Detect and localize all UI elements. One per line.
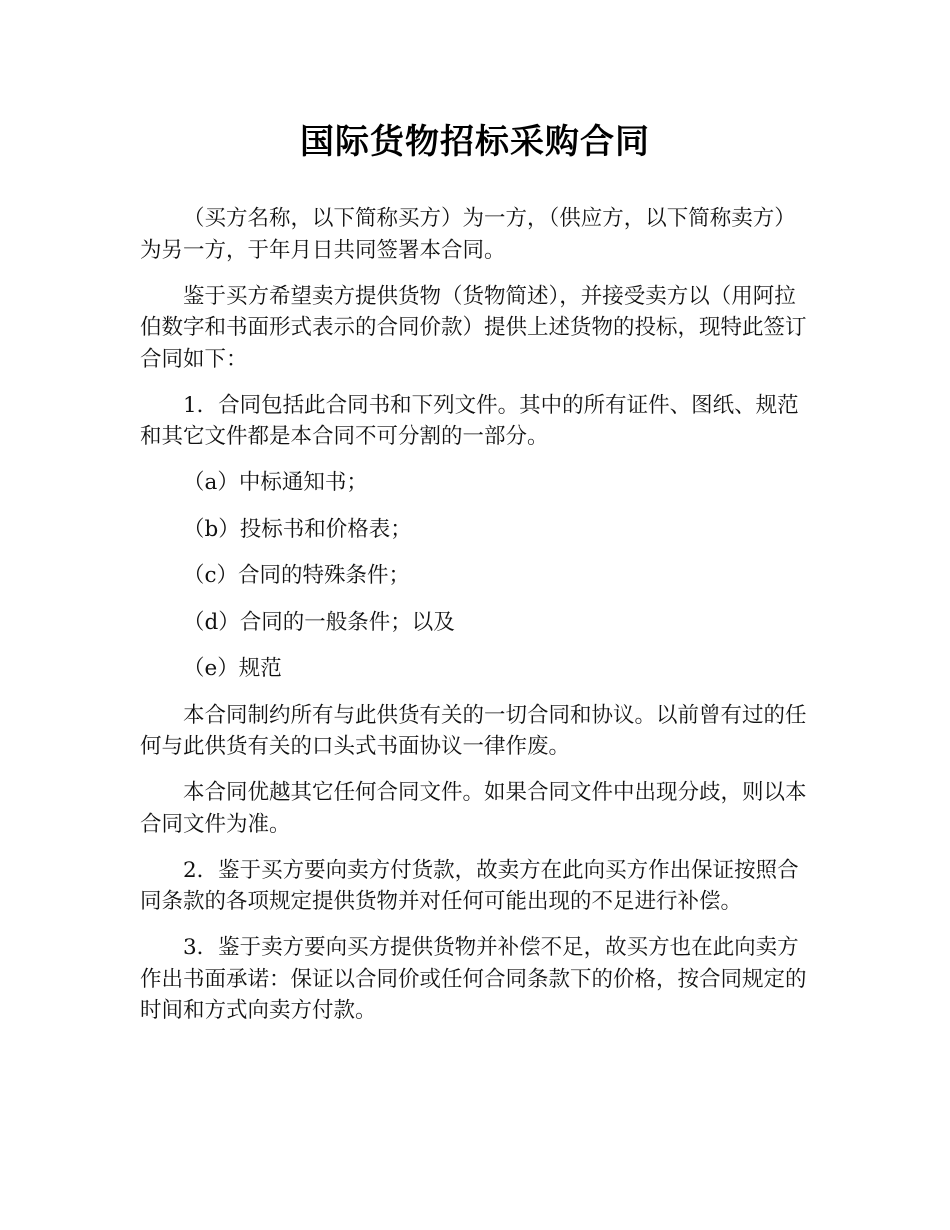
document-body <box>140 203 812 1041</box>
list-item-e: （e）规范 <box>183 656 282 681</box>
list-item-c: （c）合同的特殊条件； <box>183 563 411 588</box>
list-item-b: （b）投标书和价格表； <box>183 516 412 542</box>
paragraph-precedence: 本合同优越其它任何合同文件。如果合同文件中出现分歧，则以本合同文件为准。 <box>140 780 807 837</box>
paragraph-supersede: 本合同制约所有与此供货有关的一切合同和协议。以前曾有过的任何与此供货有关的口头式书面协议一律作废。 <box>140 702 807 759</box>
list-item-a: （a）中标通知书； <box>183 470 368 495</box>
clause-2: 2．鉴于买方要向卖方付货款，故卖方在此向买方作出保证按照合同条款的各项规定提供货物并对任何可能出现的不足进行补偿。 <box>140 857 799 914</box>
clause-1: 1．合同包括此合同书和下列文件。其中的所有证件、图纸、规范和其它文件都是本合同不可分割的一部分。 <box>140 392 799 449</box>
paragraph-parties: （买方名称，以下简称买方）为一方，（供应方，以下简称卖方）为另一方，于年月日共同签署本合同。 <box>140 206 796 263</box>
clause-3: 3．鉴于卖方要向买方提供货物并补偿不足，故买方也在此向卖方作出书面承诺：保证以合同价或任何合同条款下的价格，按合同规定的时间和方式向卖方付款。 <box>140 935 807 1023</box>
list-item-d: （d）合同的一般条件；以及 <box>183 609 455 635</box>
document-title: 国际货物招标采购合同 <box>300 122 650 162</box>
paragraph-recital: 鉴于买方希望卖方提供货物（货物简述），并接受卖方以（用阿拉伯数字和书面形式表示的合同价款）提供上述货物的投标，现特此签订合同如下： <box>140 283 807 372</box>
